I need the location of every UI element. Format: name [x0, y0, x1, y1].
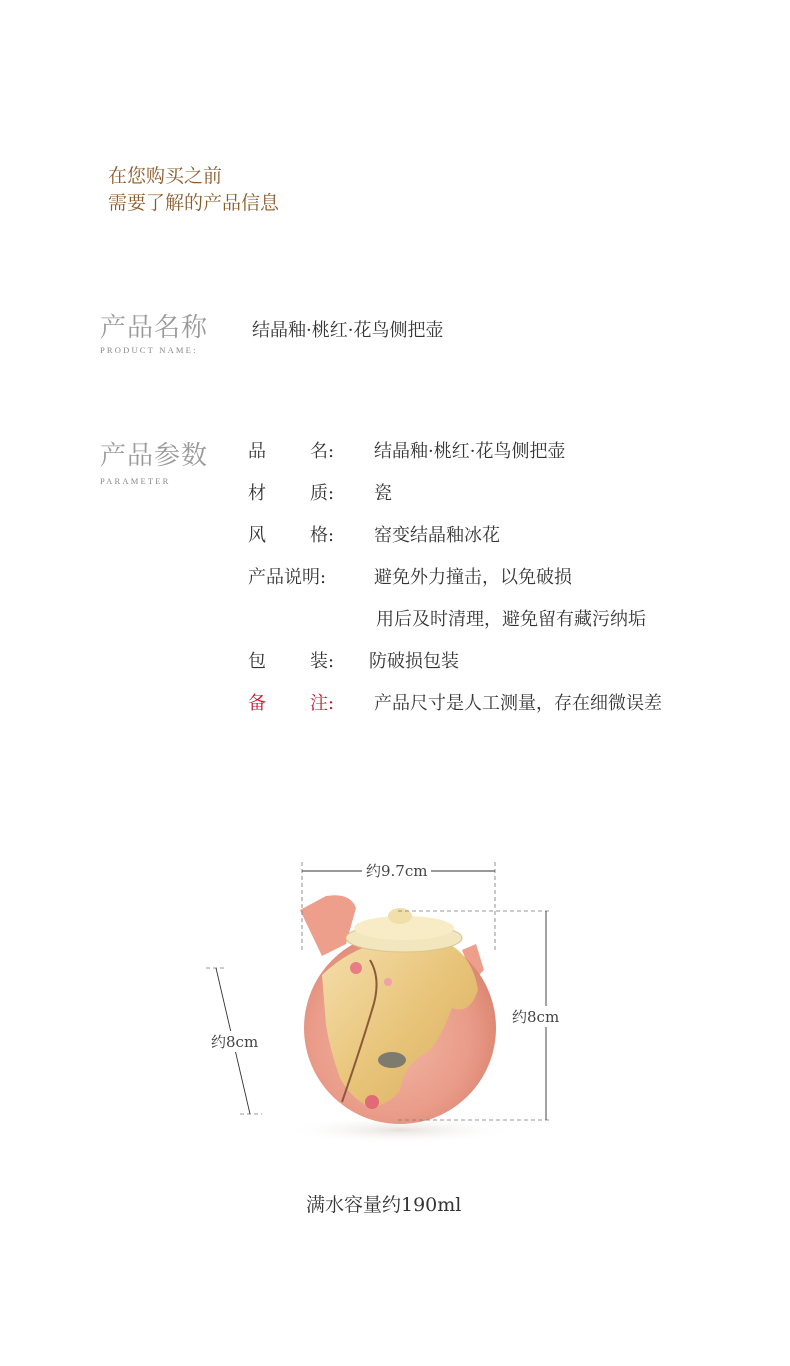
parameter-title: 产品参数	[100, 441, 209, 471]
flower	[365, 1095, 379, 1109]
param-label: 质:	[310, 483, 335, 504]
param-value: 产品尺寸是人工测量，存在细微误差	[374, 693, 662, 714]
param-label: 装:	[310, 651, 335, 672]
param-row-description-2	[248, 605, 768, 647]
capacity-caption: 满水容量约190ml	[306, 1194, 462, 1216]
bird	[378, 1052, 406, 1068]
width-label: 约9.7cm	[362, 860, 431, 881]
intro-line-1: 在您购买之前	[108, 165, 223, 187]
param-row-material	[248, 479, 768, 521]
flower	[384, 978, 392, 986]
teapot-handle	[300, 895, 356, 956]
param-row-description	[248, 563, 768, 605]
height-left-label: 约8cm	[207, 1031, 262, 1052]
param-label: 包	[248, 651, 266, 672]
param-row-style	[248, 521, 768, 563]
height-right-label: 约8cm	[508, 1006, 563, 1027]
param-label: 备	[248, 693, 266, 714]
param-value: 防破损包装	[369, 651, 459, 672]
param-label: 材	[248, 483, 266, 504]
intro-block	[108, 163, 279, 217]
param-value: 用后及时清理，避免留有藏污纳垢	[376, 609, 646, 630]
param-row-note	[248, 689, 768, 731]
param-value: 避免外力撞击，以免破损	[374, 567, 572, 588]
param-value: 结晶釉·桃红·花鸟侧把壶	[374, 441, 566, 462]
flower	[350, 962, 362, 974]
teapot-knob	[388, 908, 412, 924]
param-row-packaging	[248, 647, 768, 689]
param-label: 风	[248, 525, 266, 546]
param-label: 格:	[310, 525, 335, 546]
size-diagram	[0, 840, 790, 1180]
teapot-illustration	[0, 840, 790, 1180]
param-label: 注:	[310, 693, 335, 714]
parameter-table	[248, 437, 768, 731]
product-name-title: 产品名称	[100, 313, 209, 343]
intro-line-2: 需要了解的产品信息	[108, 192, 280, 214]
param-row-name	[248, 437, 768, 479]
param-label: 品	[248, 441, 266, 462]
param-label: 产品说明:	[248, 567, 327, 588]
product-name-subtitle: PRODUCT NAME:	[100, 345, 198, 355]
param-value: 瓷	[374, 483, 392, 504]
param-label: 名:	[310, 441, 335, 462]
parameter-subtitle: PARAMETER	[100, 476, 171, 486]
param-value: 窑变结晶釉冰花	[374, 525, 500, 546]
product-name-value: 结晶釉·桃红·花鸟侧把壶	[252, 320, 444, 341]
